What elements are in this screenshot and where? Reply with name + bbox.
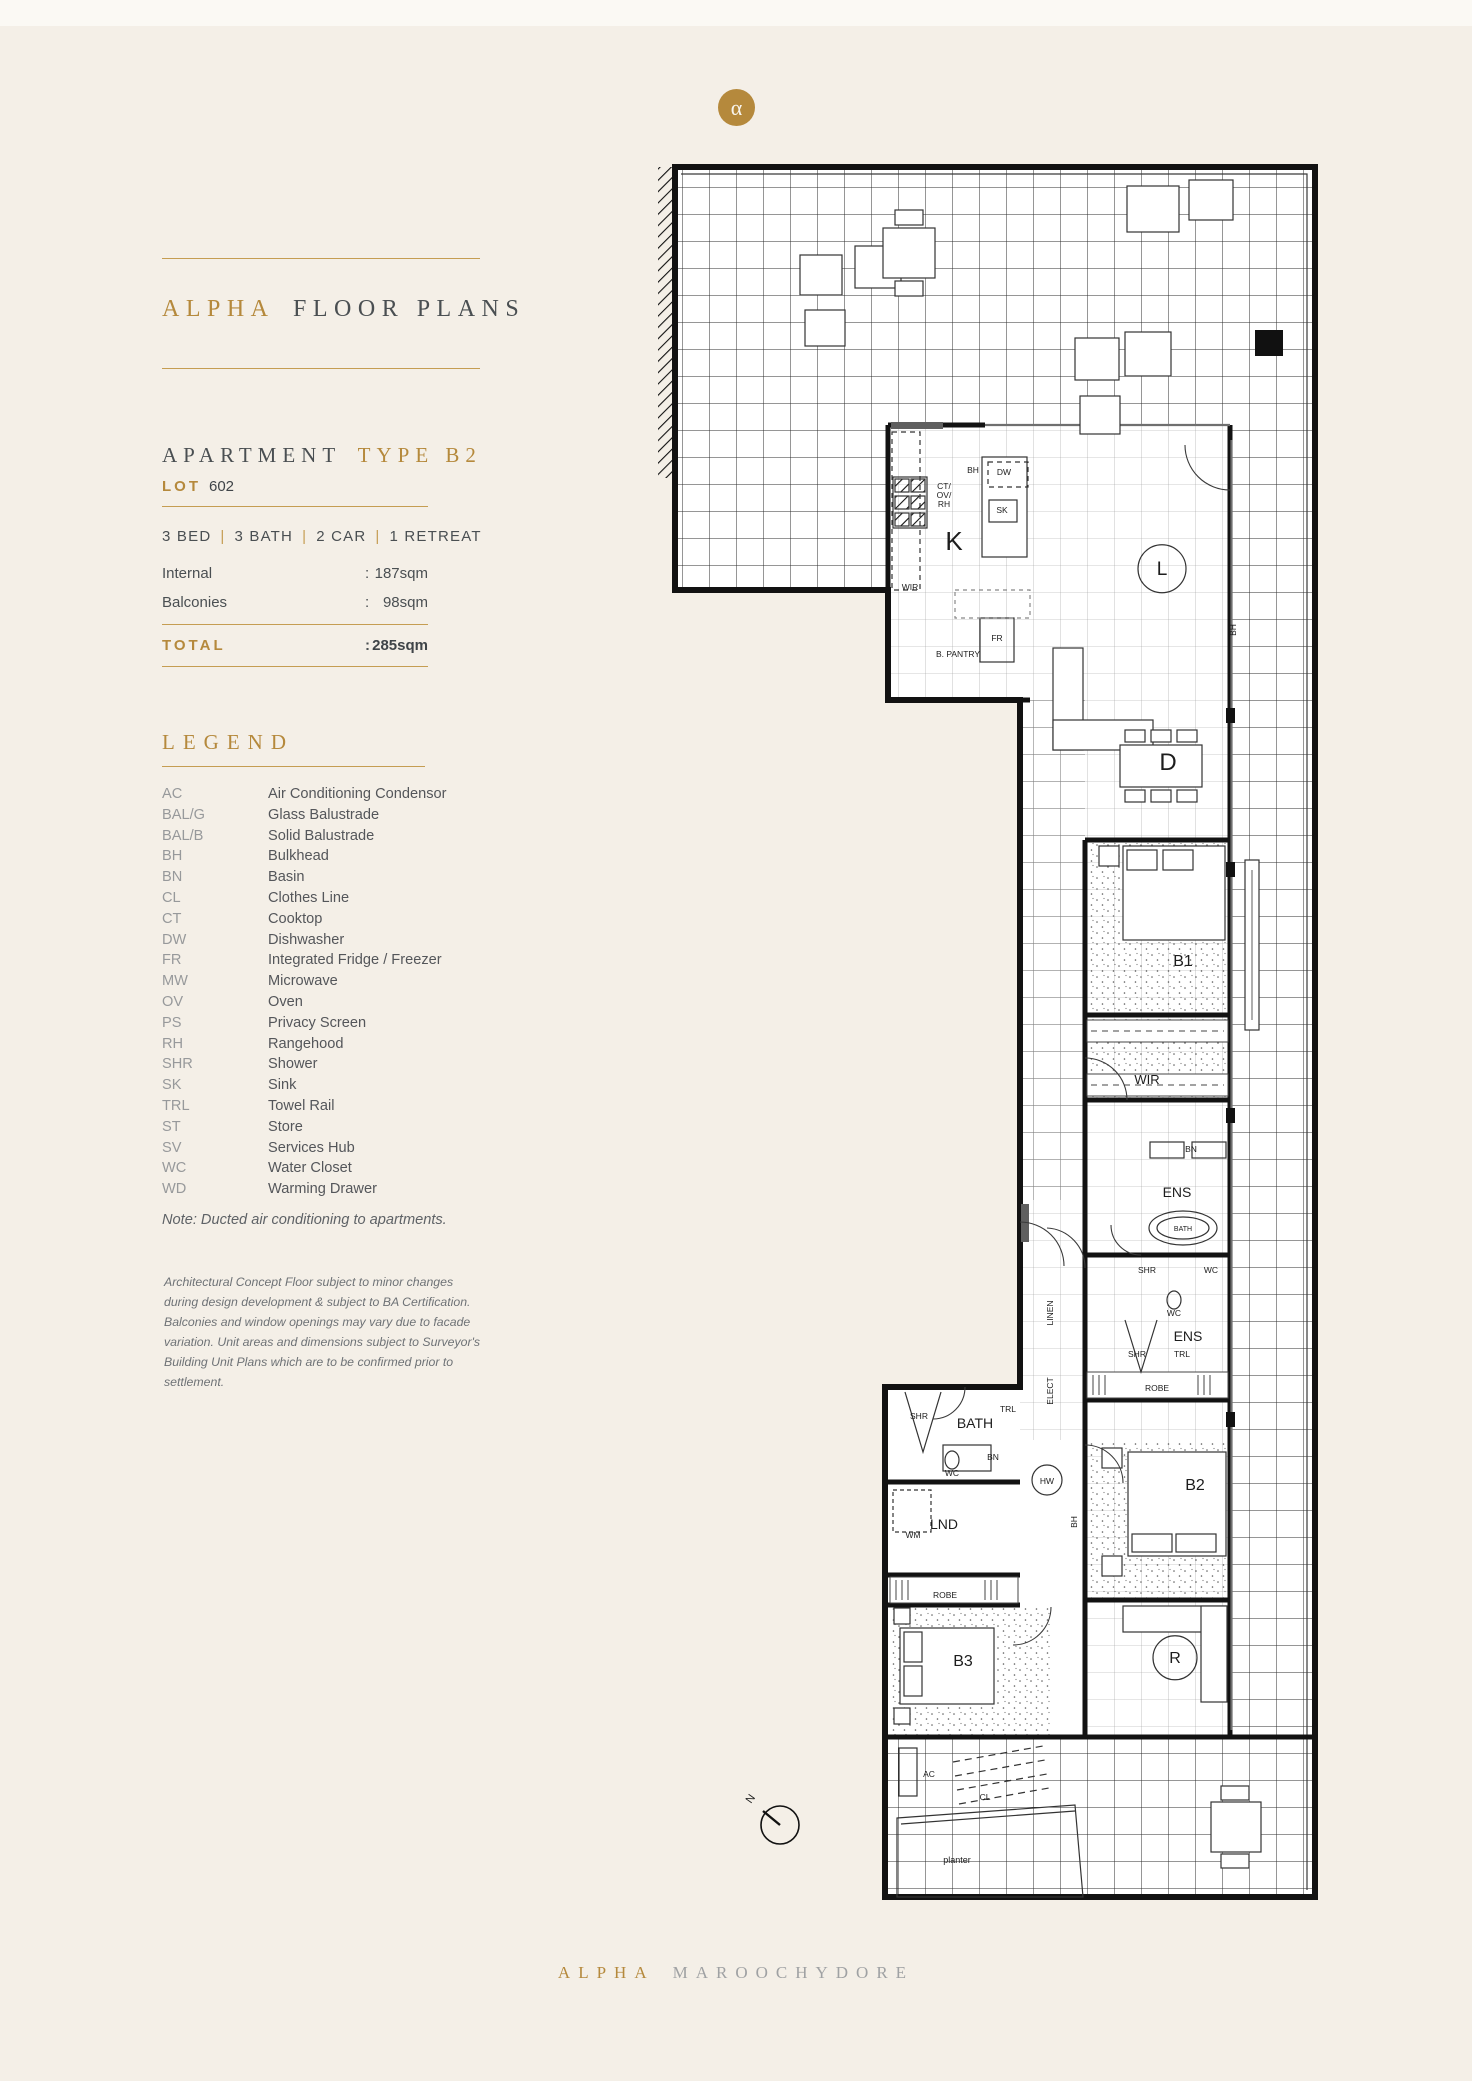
fixture-label-robe: ROBE <box>1144 1383 1170 1393</box>
legend-row <box>162 1077 462 1098</box>
room-label-l: L <box>1156 559 1168 580</box>
legend-abbr: FR <box>162 952 182 969</box>
legend-abbr: BN <box>162 869 183 886</box>
north-compass <box>744 1792 799 1844</box>
legend-desc: Basin <box>268 869 305 886</box>
legend-abbr: CL <box>162 889 181 906</box>
apartment-type-title <box>162 443 482 468</box>
room-label-d: D <box>1159 749 1177 776</box>
floor-plan <box>655 160 1325 1910</box>
room-label-ens: ENS <box>1162 1184 1192 1200</box>
legend-row <box>162 932 462 953</box>
fixture-label-ov: OV/ <box>936 490 952 500</box>
fixture-label-fr: FR <box>991 633 1003 643</box>
legend-desc: Dishwasher <box>268 931 345 948</box>
footer-location: MAROOCHYDORE <box>672 1963 915 1982</box>
specs-line <box>162 528 482 545</box>
fixture-label-hw: HW <box>1039 1476 1055 1486</box>
room-label-k: K <box>945 526 963 556</box>
legend-row <box>162 1015 462 1036</box>
spec-separator: | <box>375 528 381 545</box>
fixture-label-trl: TRL <box>999 1404 1017 1414</box>
total-colon: : <box>365 637 370 654</box>
footer <box>0 1963 1472 1983</box>
total-label: TOTAL <box>162 637 226 654</box>
legend-row <box>162 1098 462 1119</box>
note-text: Note: Ducted air conditioning to apartments. <box>162 1212 447 1228</box>
legend-abbr: CT <box>162 910 182 927</box>
legend-desc: Sink <box>268 1077 297 1094</box>
fixture-label-sk: SK <box>996 505 1008 515</box>
right-balcony-tiles <box>1230 425 1315 1737</box>
divider <box>162 258 480 259</box>
fixture-label-trl: TRL <box>1173 1349 1191 1359</box>
room-label-ens: ENS <box>1173 1328 1203 1344</box>
disclaimer-text: Architectural Concept Floor subject to minor changes during design development & subject to BA Certification. Balconies and window openings may vary due to facade variation. Unit areas and dimensions subject to Surveyor's Building Unit Plans which are to be confirmed prior to settlement. <box>164 1275 481 1390</box>
fixture-label-cl: CL <box>979 1792 991 1802</box>
legend-desc: Bulkhead <box>268 848 329 865</box>
legend-abbr: SK <box>162 1077 182 1094</box>
lot-line <box>162 478 234 495</box>
fixture-label-bh: BH <box>1228 624 1238 636</box>
room-label-b2: B2 <box>1185 1477 1205 1494</box>
legend-abbr: PS <box>162 1014 182 1031</box>
legend-row <box>162 994 462 1015</box>
legend-desc: Cooktop <box>268 910 323 927</box>
divider <box>162 666 428 667</box>
area-label: Internal <box>162 565 213 582</box>
legend-desc: Towel Rail <box>268 1097 335 1114</box>
area-label: Balconies <box>162 594 228 611</box>
fixture-label-wc: WC <box>1203 1265 1219 1275</box>
spec-item: 3 BED <box>162 528 212 545</box>
legend-abbr: BH <box>162 848 183 865</box>
fixture-label-planter: planter <box>943 1855 971 1865</box>
fixture-label-ac: AC <box>923 1769 935 1779</box>
room-label-lnd: LND <box>929 1516 959 1532</box>
legend-row <box>162 1036 462 1057</box>
fixture-label-bh: BH <box>1069 1516 1079 1528</box>
area-row-total <box>162 637 428 654</box>
fixture-label-bpantry: B. PANTRY <box>935 649 981 659</box>
legend-desc: Warming Drawer <box>268 1181 377 1198</box>
legend-abbr: RH <box>162 1035 184 1052</box>
fixture-label-bn: BN <box>987 1452 999 1462</box>
alpha-logo <box>718 89 755 126</box>
fixture-label-dw: DW <box>996 467 1012 477</box>
page-title <box>162 296 525 323</box>
page-title-rest: FLOOR PLANS <box>293 296 526 322</box>
legend-row <box>162 1119 462 1140</box>
floor-plan-svg <box>655 160 1325 1910</box>
fixture-label-robe: ROBE <box>932 1590 958 1600</box>
legend-desc: Services Hub <box>268 1139 355 1156</box>
area-value: 187sqm <box>374 565 428 582</box>
legend-desc: Integrated Fridge / Freezer <box>268 952 442 969</box>
terrace-left-arm-tiles <box>675 425 888 590</box>
legend-abbr: OV <box>162 993 184 1010</box>
legend-row <box>162 1181 462 1202</box>
divider <box>162 506 428 507</box>
legend-title: LEGEND <box>162 730 294 754</box>
legend-abbr: SHR <box>162 1056 193 1073</box>
fixture-label-wir: WIR <box>901 582 919 592</box>
legend-row <box>162 890 462 911</box>
legend-row <box>162 786 462 807</box>
fixture-label-bh: BH <box>967 465 979 475</box>
page-title-brand: ALPHA <box>162 296 275 322</box>
legend-desc: Air Conditioning Condensor <box>268 786 447 802</box>
legend-row <box>162 869 462 890</box>
legend-desc: Glass Balustrade <box>268 806 380 823</box>
area-value: 98sqm <box>382 594 428 611</box>
spec-separator: | <box>302 528 308 545</box>
legend-list <box>162 786 462 1202</box>
spec-item: 2 CAR <box>316 528 367 545</box>
apartment-word: APARTMENT <box>162 443 342 467</box>
legend-abbr: BAL/B <box>162 827 204 844</box>
legend-abbr: DW <box>162 931 187 948</box>
legend-desc: Solid Balustrade <box>268 827 375 844</box>
fixture-label-wm: WM <box>905 1530 921 1540</box>
top-band <box>0 0 1472 26</box>
fixture-label-bath: BATH <box>1173 1226 1193 1233</box>
fixture-label-linen: LINEN <box>1045 1300 1055 1326</box>
total-value: 285sqm <box>372 637 428 654</box>
north-label: N <box>743 1792 759 1806</box>
fixture-label-shr: SHR <box>910 1411 928 1421</box>
legend-desc: Privacy Screen <box>268 1014 367 1031</box>
room-label-b3: B3 <box>953 1653 973 1670</box>
fixture-label-shr: SHR <box>1128 1349 1146 1359</box>
legend-desc: Rangehood <box>268 1035 344 1052</box>
legend-desc: Shower <box>268 1056 318 1073</box>
legend-row <box>162 973 462 994</box>
fixture-label-bn: BN <box>1185 1144 1197 1154</box>
legend-abbr: WD <box>162 1181 187 1198</box>
fixture-label-shr: SHR <box>1138 1265 1156 1275</box>
legend-abbr: ST <box>162 1118 181 1135</box>
legend-desc: Oven <box>268 993 303 1010</box>
area-row-internal <box>162 565 428 582</box>
lot-label: LOT <box>162 478 201 495</box>
legend-desc: Microwave <box>268 973 338 990</box>
area-colon: : <box>365 565 370 582</box>
legend-desc: Store <box>268 1118 303 1135</box>
spec-item: 3 BATH <box>234 528 294 545</box>
area-colon: : <box>365 594 370 611</box>
legend-row <box>162 807 462 828</box>
fixture-label-wc: WC <box>1166 1308 1182 1318</box>
legend-abbr: AC <box>162 786 183 802</box>
legend-row <box>162 1056 462 1077</box>
room-label-wir: WIR <box>1134 1072 1160 1087</box>
footer-brand: ALPHA <box>557 1963 655 1982</box>
apartment-type: TYPE B2 <box>357 443 482 467</box>
legend-row <box>162 952 462 973</box>
room-label-bath: BATH <box>956 1415 994 1431</box>
legend-row <box>162 828 462 849</box>
lot-value: 602 <box>209 478 235 495</box>
legend-abbr: MW <box>162 973 188 990</box>
legend-row <box>162 1140 462 1161</box>
room-label-b1: B1 <box>1173 953 1193 970</box>
spec-item: 1 RETREAT <box>389 528 482 545</box>
divider <box>162 624 428 625</box>
legend-abbr: WC <box>162 1160 187 1177</box>
room-label-r: R <box>1169 1650 1181 1667</box>
legend-abbr: SV <box>162 1139 182 1156</box>
legend-row <box>162 1160 462 1181</box>
fixture-label-rh: RH <box>937 499 951 509</box>
legend-abbr: TRL <box>162 1097 190 1114</box>
fixture-label-elect: ELECT <box>1045 1377 1055 1405</box>
legend-abbr: BAL/G <box>162 806 205 823</box>
fixture-label-ct: CT/ <box>937 481 951 491</box>
fixture-label-wc: WC <box>944 1468 960 1478</box>
legend-desc: Clothes Line <box>268 889 350 906</box>
spec-separator: | <box>220 528 226 545</box>
area-row-balconies <box>162 594 428 611</box>
divider <box>162 368 480 369</box>
legend-desc: Water Closet <box>268 1160 352 1177</box>
legend-row <box>162 848 462 869</box>
divider <box>162 766 425 767</box>
legend-row <box>162 911 462 932</box>
alpha-logo-glyph: α <box>730 94 743 120</box>
